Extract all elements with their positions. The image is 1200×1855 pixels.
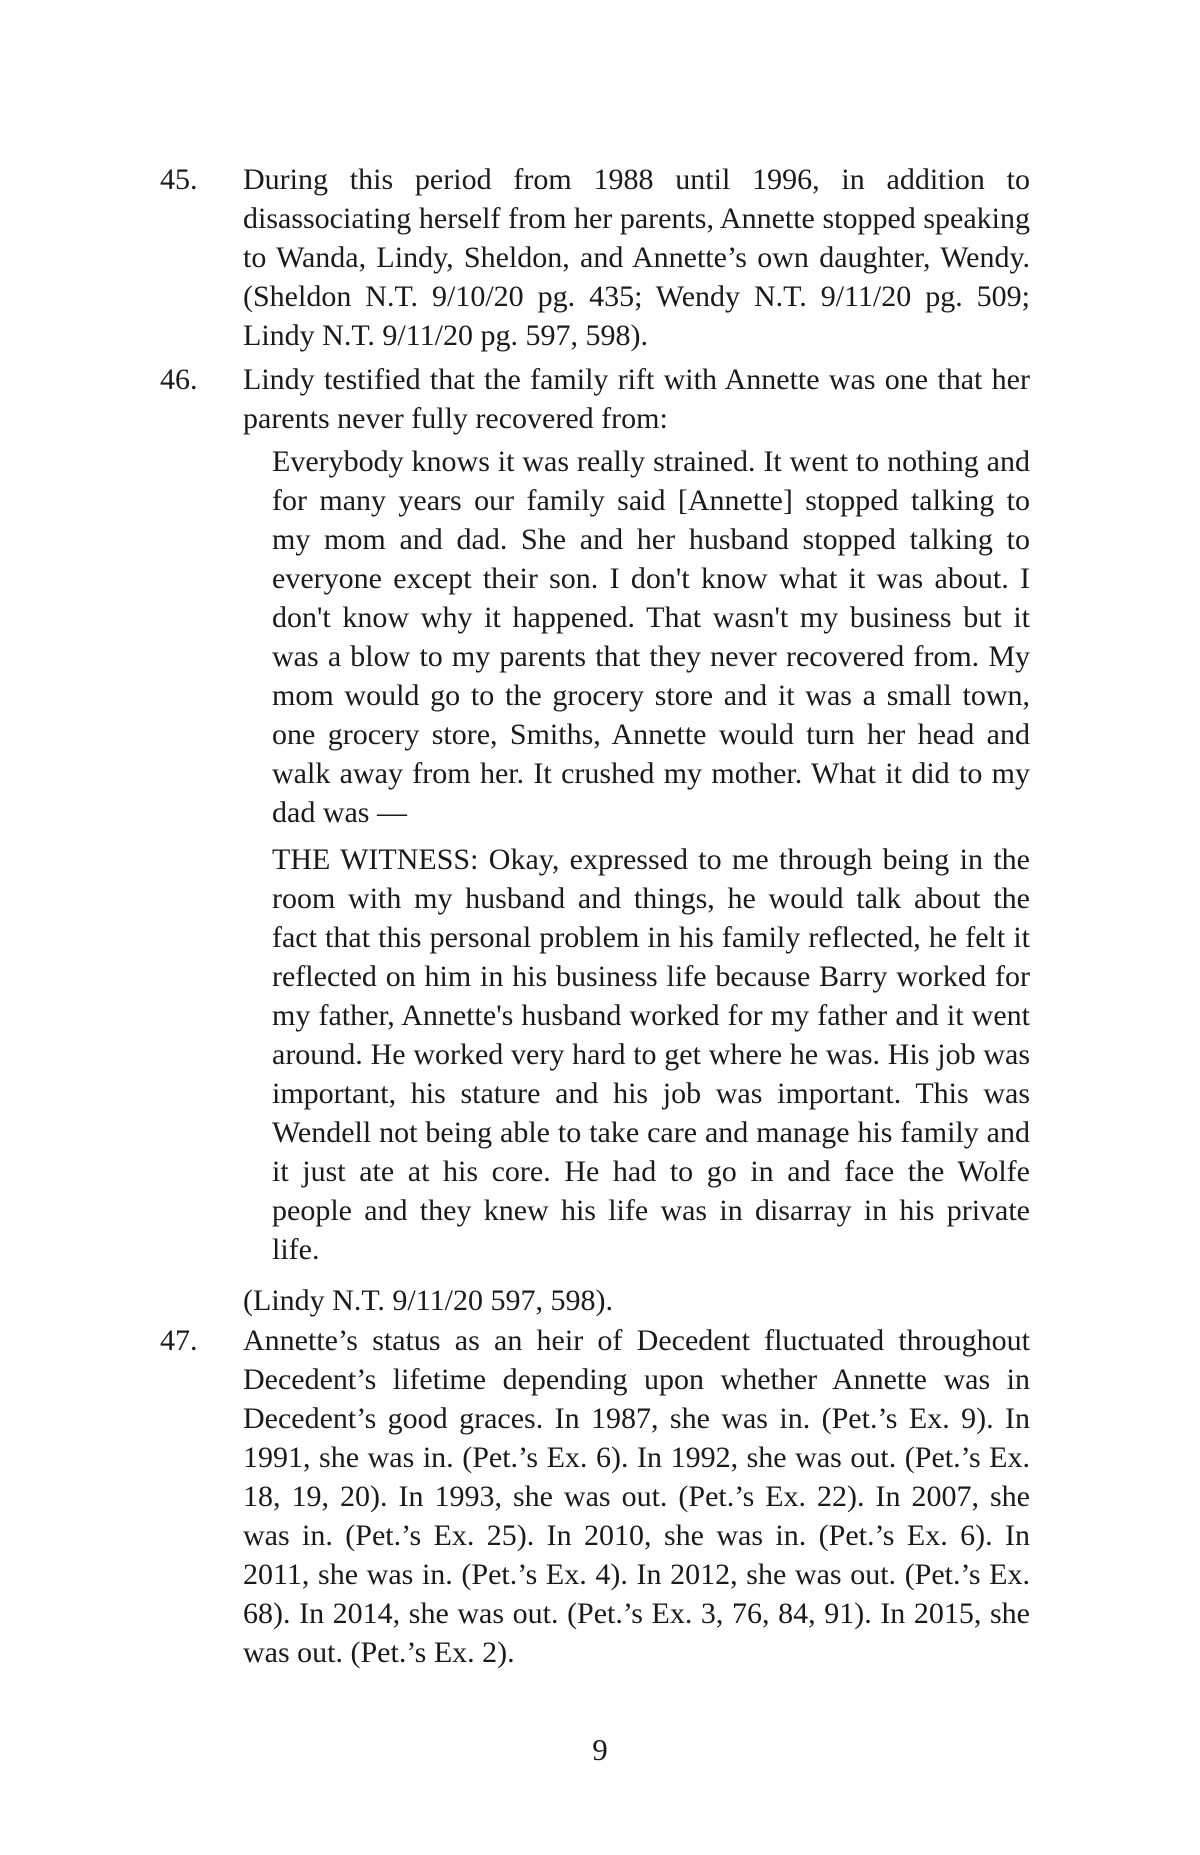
- paragraph-text: Lindy testified that the family rift with Annette was one that her parents never fully recovered from:: [243, 363, 1030, 435]
- block-quote-witness: THE WITNESS: Okay, expressed to me through being in the room with my husband and things, he would talk about the fact that this personal problem in his family reflected, he felt it reflected on him in his business life because Barry worked for my father, Annette's husband worked for my father and it went around. He worked very hard to get where he was. His job was important, his stature and his job was important. This was Wendell not being able to take care and manage his family and it just ate at his core. He had to go in and face the Wolfe people and they knew his life was in disarray in his private life.: [272, 843, 1030, 1266]
- paragraph-number: 47.: [160, 1324, 198, 1357]
- paragraph-text: During this period from 1988 until 1996, in addition to disassociating herself from her parents, Annette stopped speaking to Wanda, Lindy, Sheldon, and Annette’s own daughter, Wendy. (Sheldon N.T. 9/10/20 pg. 435; Wendy N.T. 9/11/20 pg. 509; Lindy N.T. 9/11/20 pg. 597, 598).: [243, 163, 1030, 352]
- paragraph-number: 46.: [160, 363, 198, 396]
- paragraph-47: [160, 1321, 1030, 1672]
- quote-citation: (Lindy N.T. 9/11/20 597, 598).: [243, 1284, 613, 1317]
- block-quote-testimony: Everybody knows it was really strained. It went to nothing and for many years our family said [Annette] stopped talking to my mom and dad. She and her husband stopped talking to everyone except their son. I don't know what it was about. I don't know why it happened. That wasn't my business but it was a blow to my parents that they never recovered from. My mom would go to the grocery store and it was a small town, one grocery store, Smiths, Annette would turn her head and walk away from her. It crushed my mother. What it did to my dad was —: [272, 445, 1030, 829]
- paragraph-text: Annette’s status as an heir of Decedent fluctuated throughout Decedent’s lifetime depending upon whether Annette was in Decedent’s good graces. In 1987, she was in. (Pet.’s Ex. 9). In 1991, she was in. (Pet.’s Ex. 6). In 1992, she was out. (Pet.’s Ex. 18, 19, 20). In 1993, she was out. (Pet.’s Ex. 22). In 2007, she was in. (Pet.’s Ex. 25). In 2010, she was in. (Pet.’s Ex. 6). In 2011, she was in. (Pet.’s Ex. 4). In 2012, she was out. (Pet.’s Ex. 68). In 2014, she was out. (Pet.’s Ex. 3, 76, 84, 91). In 2015, she was out. (Pet.’s Ex. 2).: [243, 1324, 1030, 1669]
- paragraph-46: [160, 360, 1030, 438]
- paragraph-number: 45.: [160, 163, 198, 196]
- page-number: 9: [592, 1732, 608, 1767]
- paragraph-45: [160, 160, 1030, 355]
